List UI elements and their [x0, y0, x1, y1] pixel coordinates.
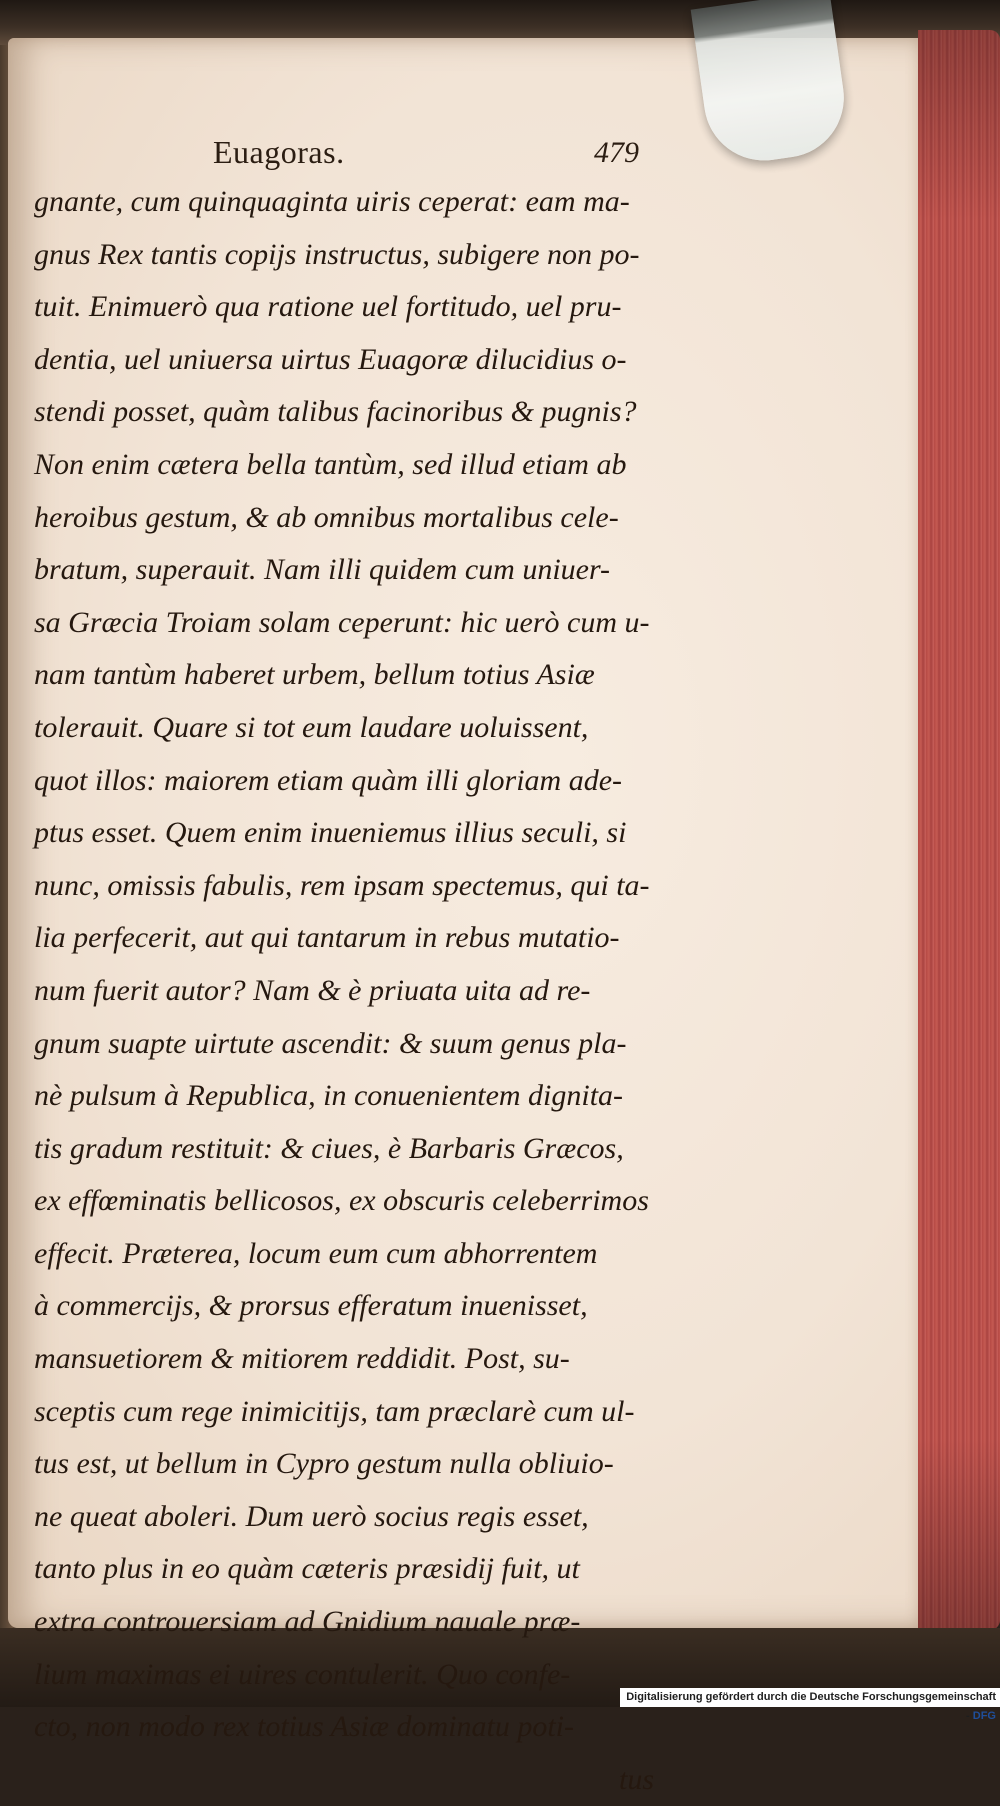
- text-line: quot illos: maiorem etiam quàm illi gloriam ade-: [34, 763, 623, 797]
- text-line: à commercijs, & prorsus efferatum inuenisset,: [34, 1289, 588, 1323]
- running-head: Euagoras.: [213, 134, 345, 170]
- text-line: heroibus gestum, & ab omnibus mortalibus cele-: [34, 500, 619, 534]
- catchword: tus: [618, 1762, 654, 1796]
- text-line: extra controuersiam ad Gnidium nauale præ-: [34, 1605, 581, 1639]
- text-line: nè pulsum à Republica, in conuenientem dignita-: [34, 1079, 624, 1113]
- text-line: sa Græcia Troiam solam ceperunt: hic uerò cum u-: [34, 605, 650, 639]
- text-line: ex effœminatis bellicosos, ex obscuris celeberrimos: [34, 1184, 649, 1218]
- text-line: bratum, superauit. Nam illi quidem cum uniuer-: [34, 553, 611, 587]
- text-line: tus est, ut bellum in Cypro gestum nulla obliuio-: [34, 1447, 614, 1481]
- fore-edge-shade: [918, 30, 1000, 1630]
- text-line: cto, non modo rex totius Asiæ dominatu poti-: [34, 1710, 574, 1744]
- text-line: sceptis cum rege inimicitijs, tam præclarè cum ul-: [34, 1394, 635, 1428]
- text-line: tuit. Enimuerò qua ratione uel fortitudo, uel pru-: [34, 290, 622, 324]
- text-line: mansuetiorem & mitiorem reddidit. Post, su-: [34, 1342, 570, 1376]
- text-line: stendi posset, quàm talibus facinoribus & pugnis?: [34, 395, 637, 429]
- credit-text: Digitalisierung gefördert durch die Deutsche Forschungsgemeinschaft -: [626, 1691, 996, 1722]
- text-line: effecit. Præterea, locum eum cum abhorrentem: [34, 1236, 598, 1270]
- text-line: nam tantùm haberet urbem, bellum totius Asiæ: [34, 658, 595, 692]
- text-line: tis gradum restituit: & ciues, è Barbaris Græcos,: [34, 1131, 624, 1165]
- page-number: 479: [594, 136, 639, 169]
- dfg-logo: DFG: [972, 1710, 996, 1722]
- text-line: tolerauit. Quare si tot eum laudare uoluissent,: [34, 710, 589, 744]
- text-block: [34, 176, 654, 1806]
- text-line: Non enim cætera bella tantùm, sed illud etiam ab: [34, 447, 627, 481]
- text-line: gnus Rex tantis copijs instructus, subigere non po-: [34, 237, 640, 271]
- text-line: lia perfecerit, aut qui tantarum in rebus mutatio-: [34, 921, 620, 955]
- text-line: gnante, cum quinquaginta uiris ceperat: eam ma-: [34, 185, 630, 218]
- text-line: ne queat aboleri. Dum uerò socius regis esset,: [34, 1499, 589, 1533]
- digitization-credit: [620, 1688, 1000, 1722]
- text-line: lium maximas ei uires contulerit. Quo confe-: [34, 1657, 571, 1691]
- text-line: tanto plus in eo quàm cæteris præsidij fuit, ut: [34, 1552, 580, 1586]
- text-line: num fuerit autor? Nam & è priuata uita ad re-: [34, 973, 591, 1007]
- text-line: ptus esset. Quem enim inueniemus illius seculi, si: [34, 816, 627, 850]
- text-line: dentia, uel uniuersa uirtus Euagoræ dilucidius o-: [34, 342, 627, 376]
- text-line: nunc, omissis fabulis, rem ipsam spectemus, qui ta-: [34, 868, 650, 902]
- text-line: gnum suapte uirtute ascendit: & suum genus pla-: [34, 1026, 627, 1060]
